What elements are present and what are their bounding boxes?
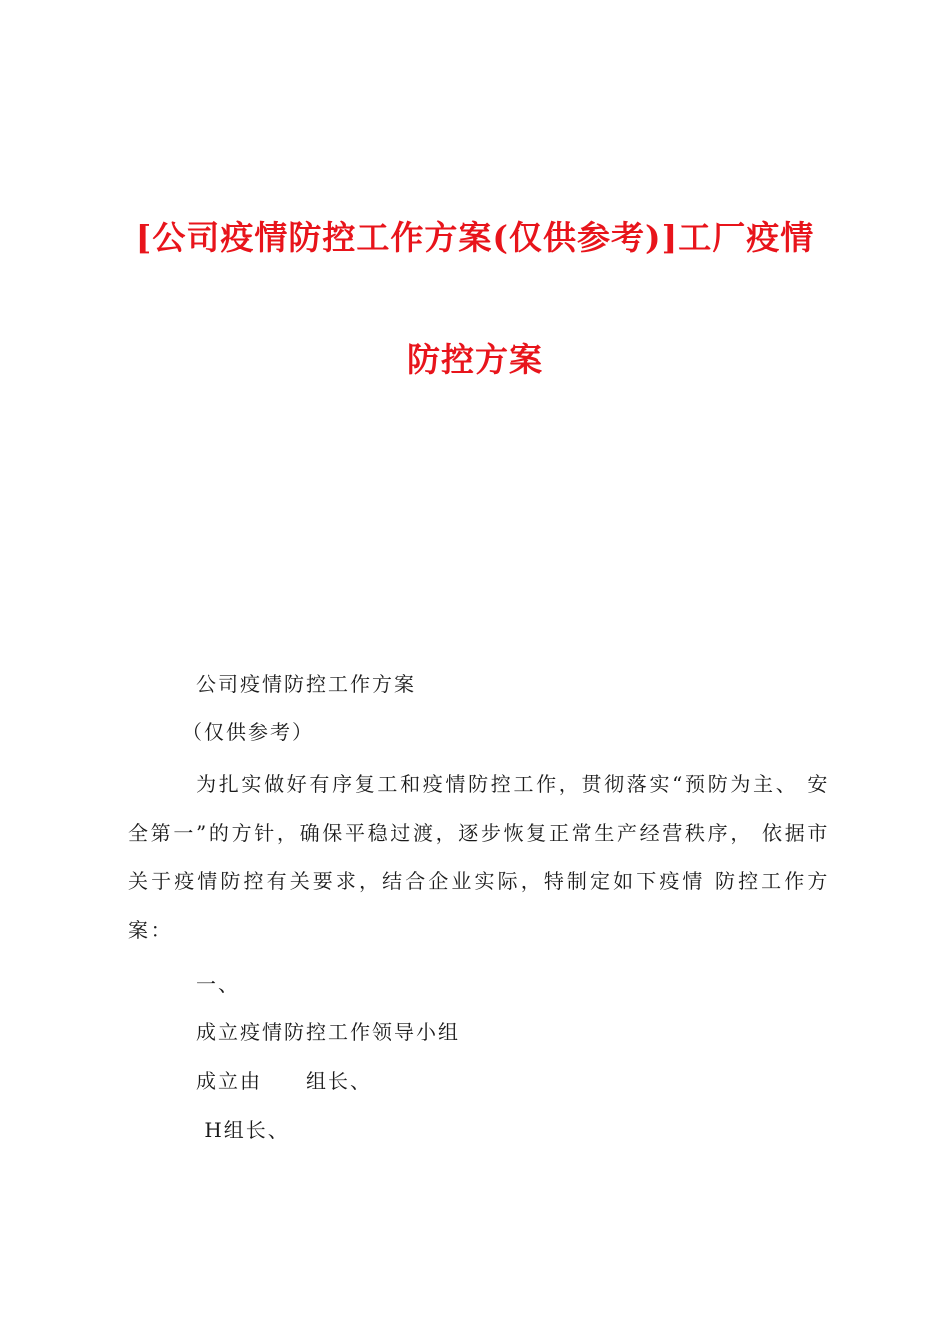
- section-title: 成立疫情防控工作领导小组: [196, 1020, 460, 1044]
- intro-paragraph: [128, 760, 830, 954]
- section-subheading: （仅供参考）: [182, 720, 314, 744]
- section-number: 一、: [196, 972, 240, 996]
- document-title-line-1: [公司疫情防控工作方案(仅供参考)]工厂疫情: [135, 218, 815, 257]
- intro-paragraph-text: 为扎实做好有序复工和疫情防控工作，贯彻落实“预防为主、 安全第一”的方针，确保平稳过渡，逐步恢复正常生产经营秩序， 依据市关于疫情防控有关要求，结合企业实际，特制定如下疫情 防控工作方案：: [128, 772, 830, 942]
- deputy-leader-line: H组长、: [196, 1118, 290, 1142]
- leader-line: 成立由 组长、: [196, 1069, 372, 1093]
- section-heading: 公司疫情防控工作方案: [196, 672, 416, 696]
- document-title-line-2: 防控方案: [407, 340, 543, 379]
